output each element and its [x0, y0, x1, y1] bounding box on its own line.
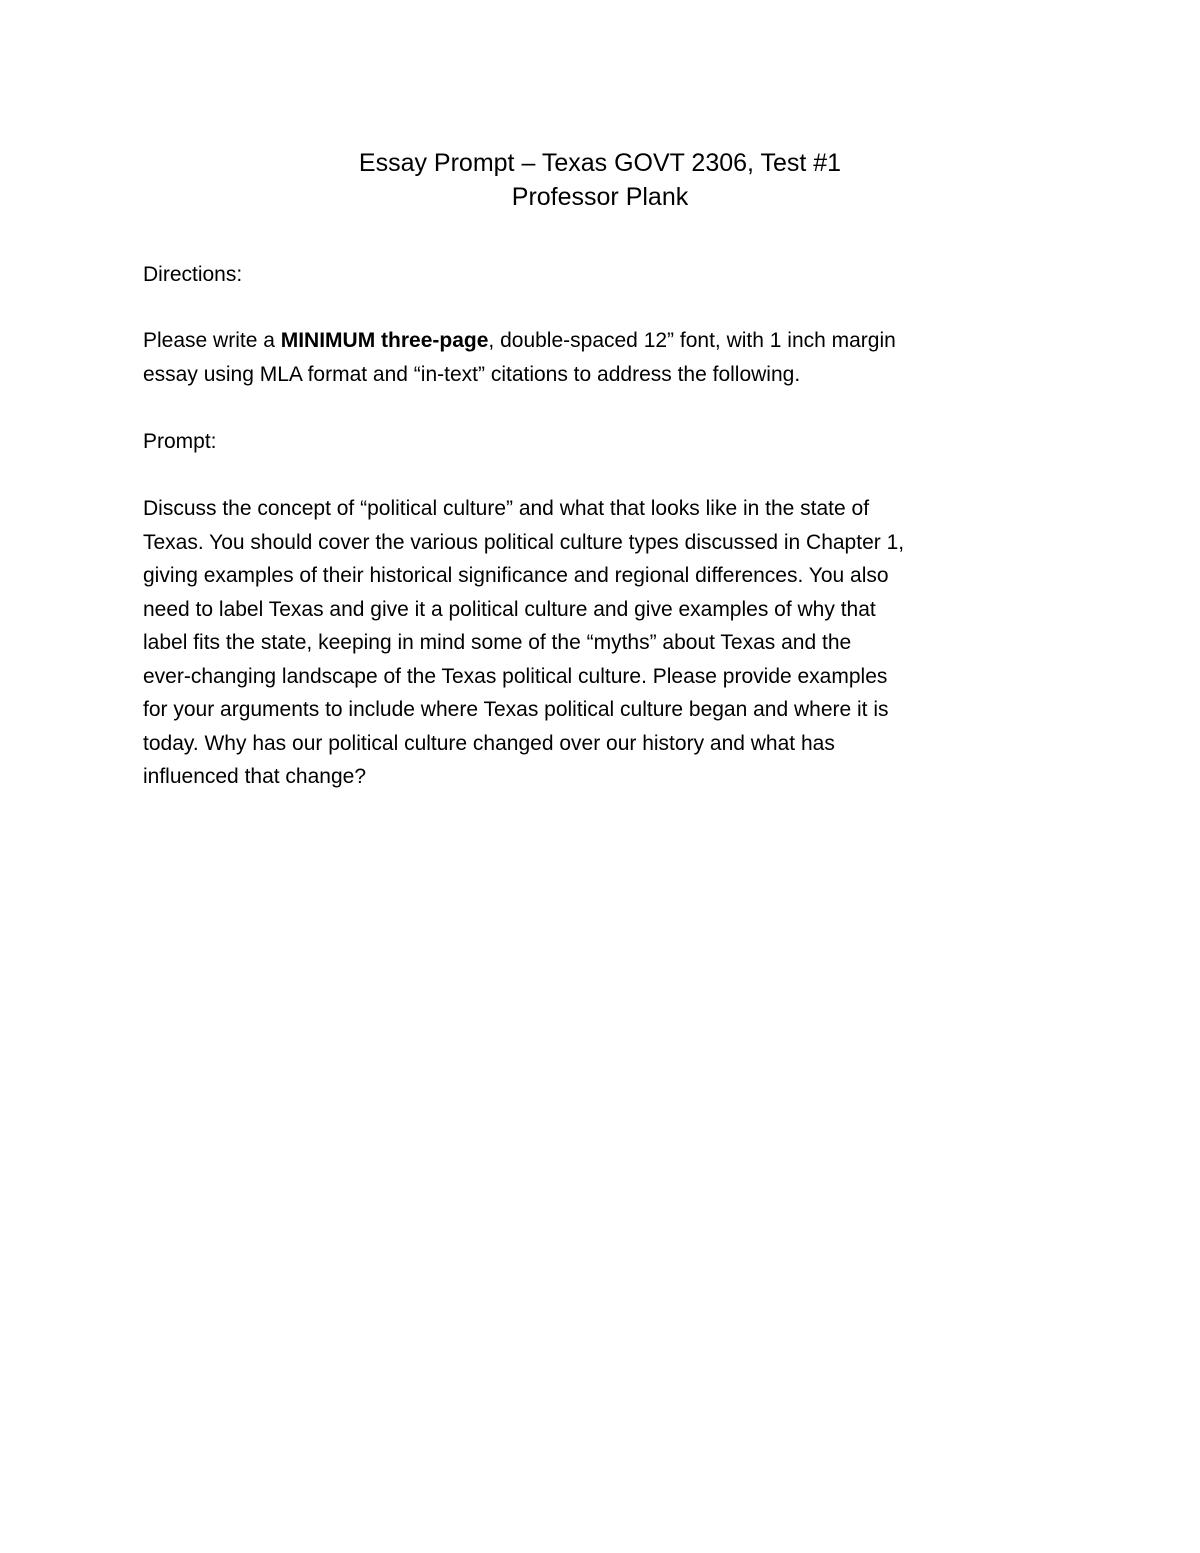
- prompt-line: today. Why has our political culture changed over our history and what has: [143, 731, 835, 755]
- prompt-line: Discuss the concept of “political culture” and what that looks like in the state of: [143, 497, 870, 520]
- directions-emphasis: MINIMUM three-page: [280, 329, 489, 352]
- document-title: Essay Prompt – Texas GOVT 2306, Test #1: [358, 149, 842, 177]
- document-header: [0, 146, 1200, 214]
- directions-label: Directions:: [143, 263, 243, 286]
- directions-text-end: , double-spaced 12” font, with 1 inch margin: [488, 329, 896, 352]
- prompt-line: Texas. You should cover the various political culture types discussed in Chapter 1,: [143, 530, 905, 554]
- prompt-line: influenced that change?: [143, 765, 367, 788]
- prompt-line: label fits the state, keeping in mind some of the “myths” about Texas and the: [143, 631, 852, 654]
- prompt-label: Prompt:: [143, 430, 217, 453]
- directions-text-start: Please write a: [143, 329, 281, 352]
- directions-line-2: essay using MLA format and “in-text” citations to address the following.: [143, 362, 801, 386]
- prompt-line: for your arguments to include where Texas political culture began and where it is: [143, 698, 889, 721]
- prompt-line: giving examples of their historical significance and regional differences. You also: [143, 564, 889, 587]
- prompt-line: ever-changing landscape of the Texas political culture. Please provide examples: [143, 664, 888, 688]
- prompt-line: need to label Texas and give it a political culture and give examples of why that: [143, 597, 876, 621]
- directions-paragraph: [143, 324, 1058, 391]
- prompt-paragraph: [143, 492, 1058, 794]
- document-subtitle: Professor Plank: [511, 183, 689, 211]
- directions-line-1: [143, 324, 1058, 358]
